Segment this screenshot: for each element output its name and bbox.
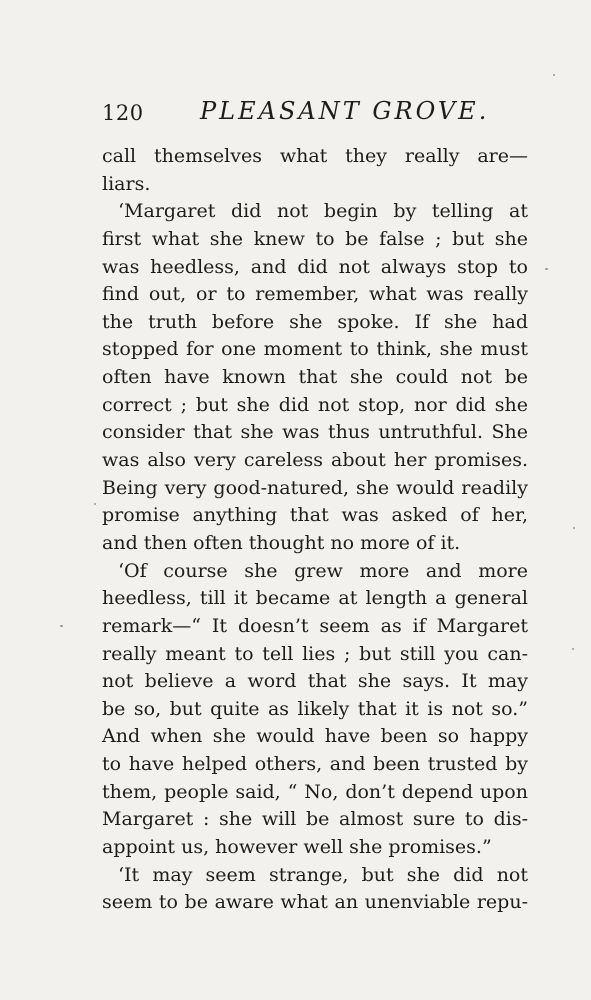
- text-line: liars.: [102, 172, 151, 195]
- text-line: correct ; but she did not stop, nor did she: [102, 393, 528, 416]
- page-number: 120: [102, 101, 144, 125]
- paper-speck: [94, 503, 96, 505]
- text-line: promise anything that was asked of her,: [102, 504, 528, 527]
- text-line: consider that she was thus untruthful. She: [102, 421, 528, 444]
- text-line: first what she knew to be false ; but she: [102, 227, 528, 250]
- paragraph-first-line: ‘Of course she grew more and more: [118, 559, 528, 582]
- text-line: Margaret : she will be almost sure to dis-: [102, 808, 528, 831]
- text-line: find out, or to remember, what was really: [102, 283, 528, 306]
- body-text: [102, 143, 528, 917]
- text-line: call themselves what they really are—: [102, 145, 528, 167]
- text-line: And when she would have been so happy: [102, 725, 528, 748]
- text-line: be so, but quite as likely that it is not so.”: [102, 697, 528, 720]
- paragraph-first-line: ‘Margaret did not begin by telling at: [118, 200, 528, 223]
- paper-speck: [553, 74, 555, 76]
- text-line: was heedless, and did not always stop to: [102, 255, 528, 278]
- text-line: really meant to tell lies ; but still you can-: [102, 642, 528, 665]
- paragraph-first-line: ‘It may seem strange, but she did not: [118, 863, 528, 886]
- text-line: appoint us, however well she promises.”: [102, 836, 492, 859]
- text-line: remark—“ It doesn’t seem as if Margaret: [102, 614, 528, 637]
- text-line: and then often thought no more of it.: [102, 531, 461, 554]
- text-line: was also very careless about her promises.: [102, 449, 528, 472]
- paper-speck: [60, 625, 63, 627]
- text-line: Being very good-natured, she would readily: [102, 476, 528, 499]
- text-line: seem to be aware what an unenviable repu-: [102, 891, 528, 914]
- paper-speck: [572, 648, 574, 650]
- running-header: [102, 97, 532, 129]
- text-line: the truth before she spoke. If she had: [102, 310, 528, 333]
- text-line: often have known that she could not be: [102, 366, 528, 389]
- paper-speck: [573, 527, 575, 529]
- text-line: not believe a word that she says. It may: [102, 670, 528, 693]
- book-title: PLEASANT GROVE.: [200, 97, 490, 125]
- paper-speck: [545, 268, 548, 270]
- text-line: them, people said, “ No, don’t depend upon: [102, 780, 528, 803]
- text-line: stopped for one moment to think, she must: [102, 338, 528, 361]
- text-line: heedless, till it became at length a general: [102, 587, 528, 610]
- text-line: to have helped others, and been trusted by: [102, 753, 528, 776]
